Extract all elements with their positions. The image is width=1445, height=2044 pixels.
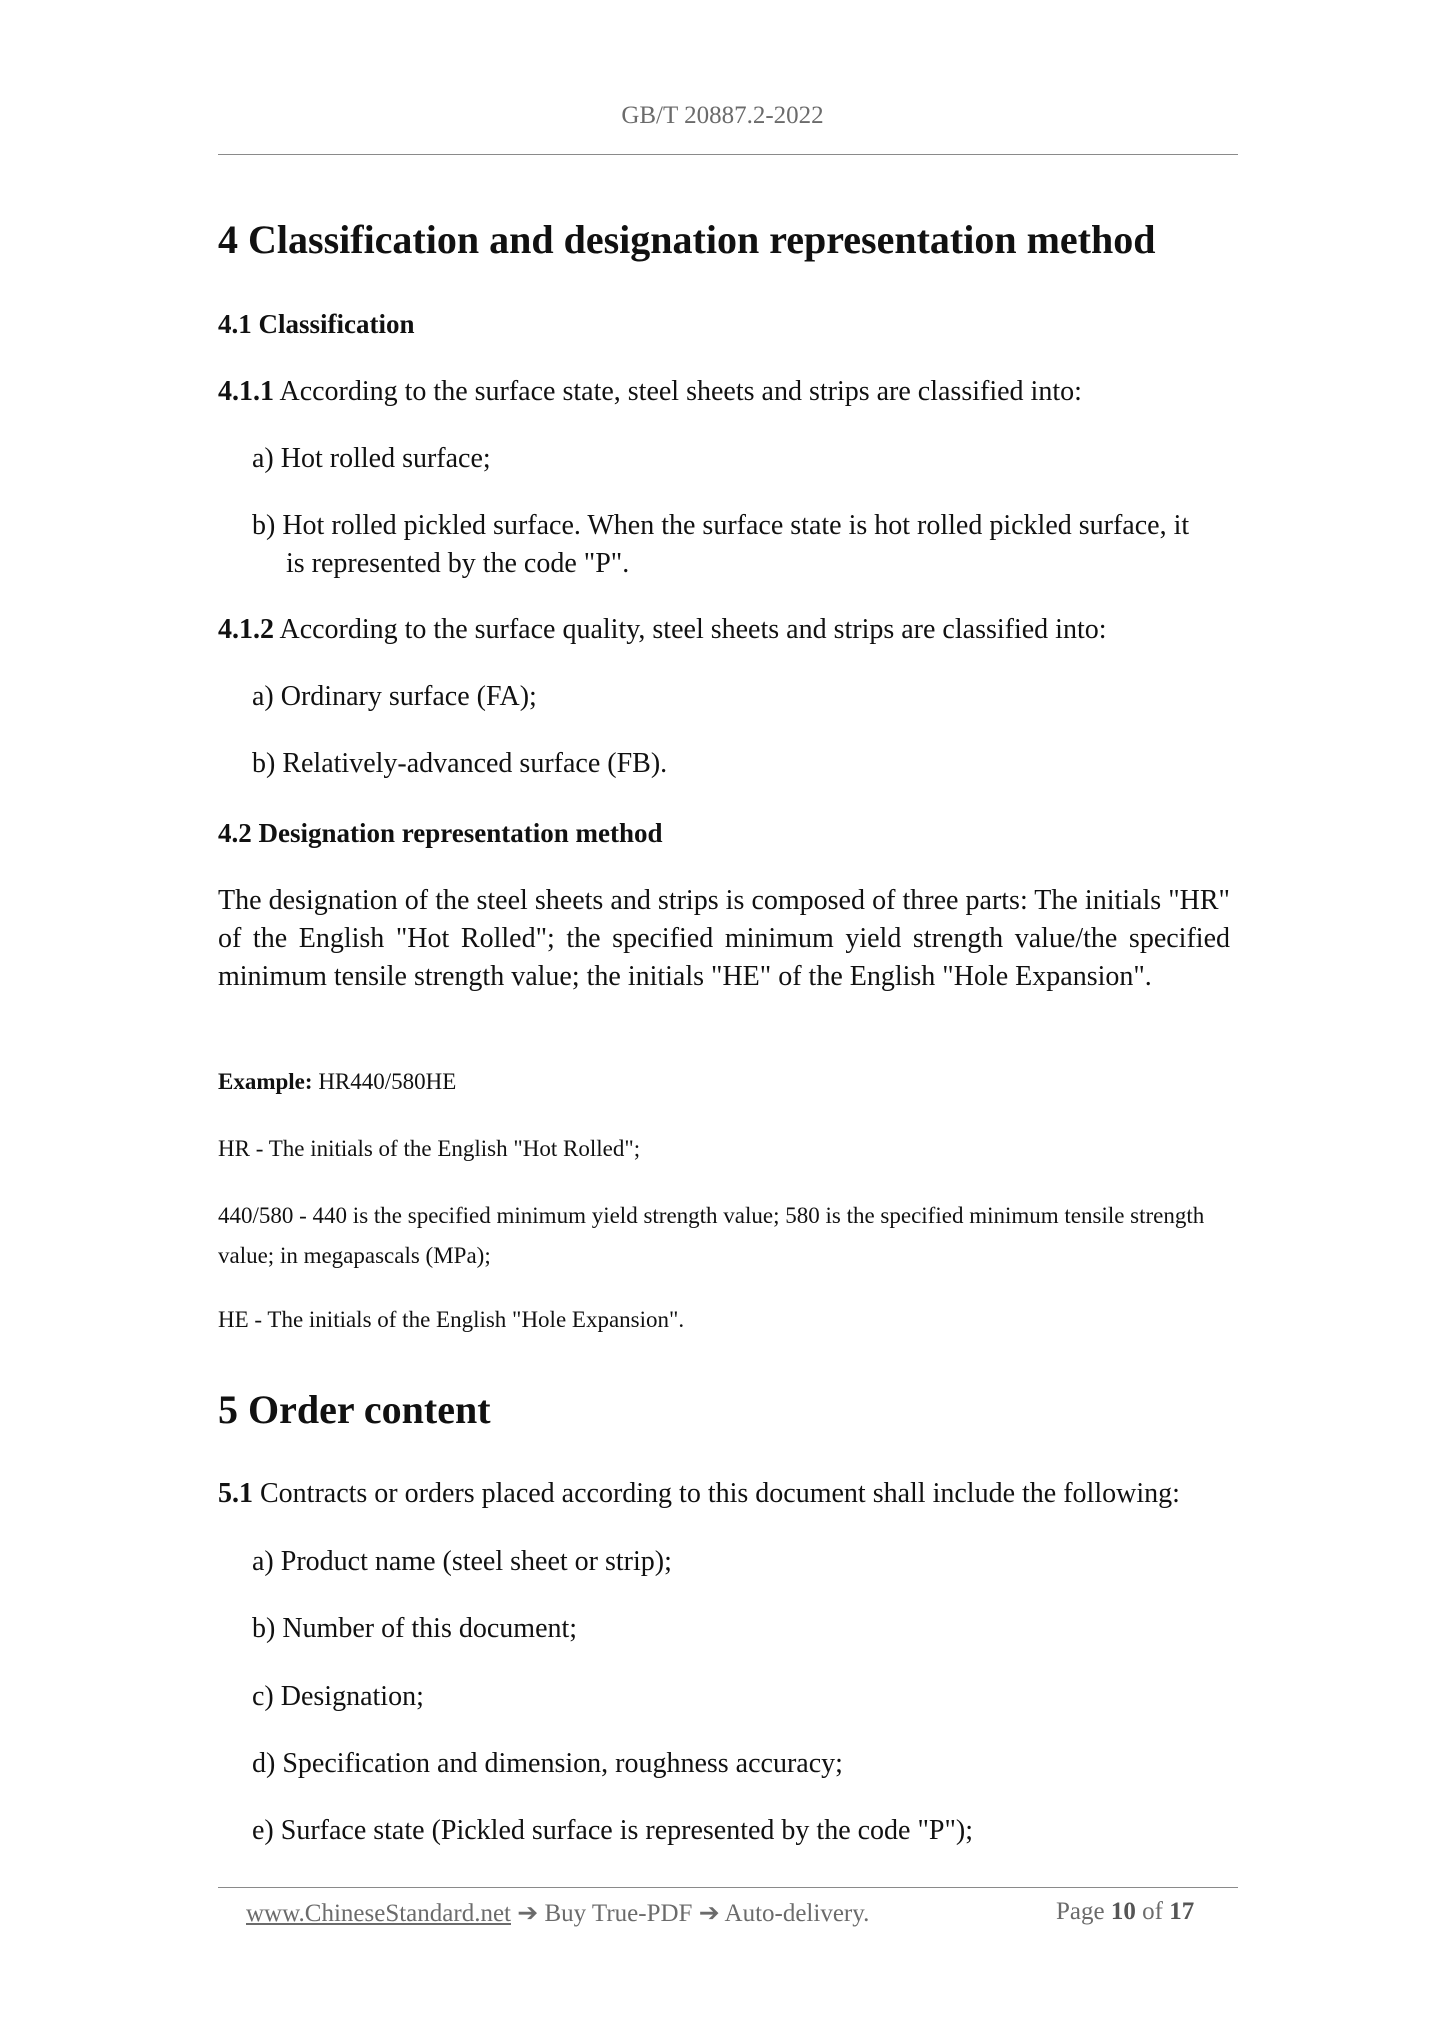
arrow-icon: ➔: [698, 1900, 720, 1927]
example-value: HR440/580HE: [318, 1069, 457, 1094]
list-item-continuation: is represented by the code "P".: [286, 548, 630, 579]
site-link[interactable]: www.ChineseStandard.net: [246, 1900, 511, 1927]
page-label: Page: [1056, 1898, 1105, 1925]
list-item: a) Ordinary surface (FA);: [252, 681, 537, 712]
subsection-4-1-heading: 4.1 Classification: [218, 309, 415, 339]
section-4-heading: 4 Classification and designation representation method: [218, 217, 1156, 262]
clause-text: According to the surface quality, steel sheets and strips are classified into:: [279, 614, 1107, 645]
list-item: a) Product name (steel sheet or strip);: [252, 1546, 672, 1577]
list-item: c) Designation;: [252, 1681, 424, 1712]
arrow-icon: ➔: [517, 1900, 539, 1927]
list-item: d) Specification and dimension, roughness accuracy;: [252, 1748, 843, 1779]
example-label: Example:: [218, 1069, 313, 1094]
list-item: b) Number of this document;: [252, 1613, 578, 1644]
clause-number: 5.1: [218, 1478, 253, 1509]
header-divider: [218, 154, 1238, 155]
clause-text: Contracts or orders placed according to this document shall include the following:: [260, 1478, 1180, 1509]
section-5-heading: 5 Order content: [218, 1387, 491, 1432]
list-item: a) Hot rolled surface;: [252, 443, 491, 474]
document-number-header: GB/T 20887.2-2022: [621, 102, 824, 129]
page-of: of: [1142, 1898, 1163, 1925]
page-total: 17: [1169, 1898, 1195, 1925]
clause-5-1: [218, 1478, 1180, 1510]
example-line: [218, 1069, 456, 1095]
designation-paragraph: The designation of the steel sheets and strips is composed of three parts: The initials "HR" of the English "Hot Rolled"; the specified minimum yield strength value/the specified minimum tensile strength value; the initials "HE" of the English "Hole Expansion".: [218, 885, 1230, 992]
subsection-4-2-heading: 4.2 Designation representation method: [218, 818, 663, 848]
example-hr-explanation: HR - The initials of the English "Hot Rolled";: [218, 1136, 641, 1161]
list-item: b) Hot rolled pickled surface. When the surface state is hot rolled pickled surface, it: [252, 510, 1190, 541]
clause-number: 4.1.2: [218, 614, 274, 645]
clause-4-1-1: [218, 376, 1082, 408]
example-number-explanation: 440/580 - 440 is the specified minimum yield strength value; 580 is the specified minimum tensile strength value; in megapascals (MPa);: [218, 1203, 1205, 1268]
footer-divider: [218, 1887, 1238, 1888]
clause-text: According to the surface state, steel sheets and strips are classified into:: [279, 376, 1082, 407]
delivery-text: Auto-delivery.: [724, 1900, 870, 1927]
footer-links: [246, 1898, 869, 1928]
example-he-explanation: HE - The initials of the English "Hole Expansion".: [218, 1307, 685, 1332]
page-indicator: [1056, 1898, 1194, 1926]
list-item: e) Surface state (Pickled surface is represented by the code "P");: [252, 1815, 974, 1846]
buy-text: Buy True-PDF: [544, 1900, 693, 1927]
page-current: 10: [1110, 1898, 1136, 1925]
clause-4-1-2: [218, 614, 1107, 646]
clause-number: 4.1.1: [218, 376, 274, 407]
list-item: b) Relatively-advanced surface (FB).: [252, 748, 668, 779]
